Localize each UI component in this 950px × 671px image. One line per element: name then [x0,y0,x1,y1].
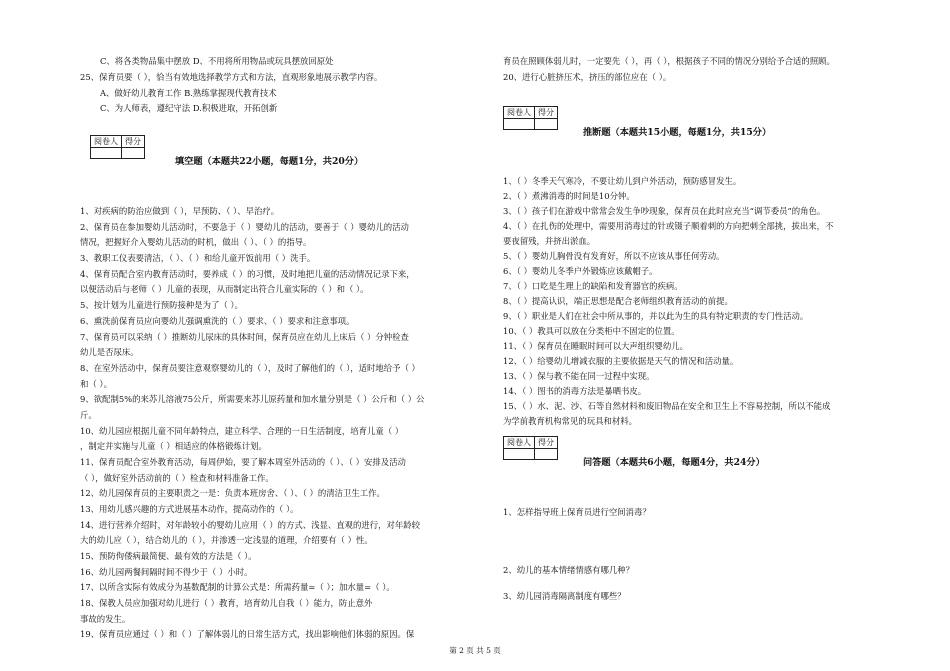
question-line: 7、保育员可以采纳（ ）推断幼儿尿床的具体时间，保育员应在幼儿上床后（ ）分钟检查 [80,332,409,342]
question-line: 大的幼儿应（ ），结合幼儿的（ ），并渗透一定浅显的道理，介绍要有（ ）性。 [80,535,373,545]
page-number: 第 2 页 共 5 页 [449,646,501,655]
judge-line: 5、（ ）婴幼儿胸骨没有发育好，所以不应该从事任何劳动。 [503,251,725,261]
judge-line: 3、（ ）孩子们在游戏中常常会发生争吵现象，保育员在此时应充当“调节委员”的角色。 [503,206,826,216]
question-line: 4、保育员配合室内教育活动时，要养成（ ）的习惯，及时地把儿童的活动情况记录下来， [80,269,415,279]
question-line: 幼儿是否尿床。 [80,347,139,357]
question-line: 12、幼儿园保育员的主要职责之一是：负责本班房舍、（ ）、（ ）的清洁卫生工作。 [80,488,385,498]
judge-line: 4、（ ）在扎伤的处理中，需要用消毒过的针或镊子顺着刺的方向把刺全部挑，拔出来，不 [503,221,834,231]
judge-line: 9、（ ）职业是人们在社会中所从事的，并以此为生的具有特定职责的专门性活动。 [503,311,809,321]
reviewer-cell[interactable] [504,119,535,130]
score-label: 得分 [535,107,558,119]
question-line: 5、按计划为儿童进行预防接种是为了（ ）。 [80,300,243,310]
question-line: 2、保育员在参加婴幼儿活动时，不要急于（ ）婴幼儿的活动，要善于（ ）婴幼儿的活动 [80,222,409,232]
option-line: A、做好幼儿教育工作 B.熟练掌握现代教育技术 [100,88,277,98]
question-line: 25、保育员要（ ），恰当有效地选择教学方式和方法，直观形象地展示教学内容。 [80,72,383,82]
score-cell[interactable] [535,449,558,460]
judge-line: 2、（ ）煮沸消毒的时间是10分钟。 [503,191,635,201]
option-line: C、为人师表，遵纪守法 D.积极进取，开拓创新 [100,103,278,113]
section-title-judge: 推断题（本题共15小题，每题1分，共15分） [583,127,772,138]
question-line: 15、预防佝偻病最简便、最有效的方法是（ ）。 [80,551,257,561]
judge-line: 1、（ ）冬季天气寒冷，不要让幼儿到户外活动，预防感冒发生。 [503,176,742,186]
section-title-qa: 问答题（本题共6小题，每题4分，共24分） [583,457,765,468]
qa-question: 1、怎样指导班上保育员进行空间消毒？ [503,507,651,517]
question-line: 11、保育员配合室外教育活动，每周伊始，要了解本周室外活动的（ ）、（ ）安排及活动 [80,457,406,467]
question-line: 20、进行心脏挤压术，挤压的部位应在（ ）。 [503,72,672,82]
question-line: 1、对疾病的防治应做到（ ），早预防、（ ）、早治疗。 [80,206,280,216]
score-cell[interactable] [535,119,558,130]
question-line: 13、用幼儿感兴趣的方式进展基本动作，提高动作的（ ）。 [80,504,299,514]
judge-line: 10、（ ）教具可以放在分类柜中不固定的位置。 [503,326,680,336]
question-line: 8、在室外活动中，保育员要注意观察婴幼儿的（ ），及时了解他们的（ ），适时地给予（ ） [80,363,420,373]
question-line: 事故的发生。 [80,614,131,624]
question-line: 育员在照顾体弱儿时，一定要先（ ），再（ ），根据孩子不同的情况分别给予合适的照顾。 [503,56,835,66]
reviewer-label: 阅卷人 [504,107,535,119]
section-title-fill: 填空题（本题共22小题，每题1分，共20分） [175,156,364,167]
question-line: 情况，把握好介入婴幼儿活动的时机，做出（ ）、（ ）的指导。 [80,237,312,247]
question-line: 18、保教人员应加强对幼儿进行（ ）教育，培育幼儿自我（ ）能力，防止意外 [80,598,373,608]
question-line: 斤。 [80,410,97,420]
judge-line: 14、（ ）图书的消毒方法是暴晒书皮。 [503,386,647,396]
question-line: 10、幼儿园应根据儿童不同年龄特点，建立科学、合理的一日生活制度，培育儿童（ ） [80,426,404,436]
reviewer-cell[interactable] [91,148,122,159]
question-line: ，制定并实施与儿童（ ）相适应的体格锻炼计划。 [80,441,267,451]
question-line: 以便活动后与老师（ ）儿童的表现，从而制定出符合儿童实际的（ ）和（ ）。 [80,284,369,294]
question-line: 17、以所含实际有效成分为基数配制的计算公式是：所需药量=（ ）；加水量=（ ）。 [80,582,395,592]
reviewer-label: 阅卷人 [91,136,122,148]
score-label: 得分 [535,437,558,449]
reviewer-cell[interactable] [504,449,535,460]
question-line: 和（ ）。 [80,379,112,389]
option-line: C、将各类物品集中摆放 D、不用将所用物品或玩具摆放回原处 [100,56,334,66]
qa-question: 2、幼儿的基本情绪情感有哪几种？ [503,565,634,575]
judge-line: 为学前教育机构常见的玩具和材料。 [503,416,637,426]
question-line: 6、熏洗前保育员应向婴幼儿强调熏洗的（ ）要求、（ ）要求和注意事项。 [80,316,355,326]
question-line: （ ），做好室外活动前的（ ）检查和材料准备工作。 [80,473,274,483]
question-line: 9、欲配制5%的来苏儿溶液75公斤，所需要来苏儿原药量和加水量分别是（ ）公斤和（ ）公 [80,394,425,404]
score-table [90,135,145,159]
score-label: 得分 [122,136,145,148]
judge-line: 15、（ ）水、泥、沙、石等自然材料和废旧物品在安全和卫生上不容易控制，所以不能成 [503,401,831,411]
judge-line: 11、（ ）保育员在睡眠时间可以大声组织婴幼儿。 [503,341,688,351]
judge-line: 8、（ ）提高认识，端正思想是配合老师组织教育活动的前提。 [503,296,733,306]
question-line: 16、幼儿园两餐间隔时间不得少于（ ）小时。 [80,567,253,577]
score-table [503,436,558,460]
judge-line: 要夜留残，并挤出淤血。 [503,236,596,246]
score-cell[interactable] [122,148,145,159]
judge-line: 13、（ ）保与教不能在同一过程中实现。 [503,371,655,381]
qa-question: 3、幼儿园消毒隔离制度有哪些？ [503,591,626,601]
question-line: 19、保育员应通过（ ）和（ ）了解体弱儿的日常生活方式，找出影响他们体弱的原因。保 [80,629,415,639]
question-line: 14、进行营养介绍时，对年龄较小的婴幼儿应用（ ）的方式、浅显、直观的进行，对年龄较 [80,520,420,530]
reviewer-label: 阅卷人 [504,437,535,449]
judge-line: 7、（ ）口吃是生理上的缺陷和发育器官的疾病。 [503,281,683,291]
question-line: 3、教职工仪表要清洁，（ ）、（ ）和给儿童开饭前用（ ）洗手。 [80,253,316,263]
judge-line: 6、（ ）婴幼儿冬季户外锻炼应该戴帽子。 [503,266,658,276]
judge-line: 12、（ ）给婴幼儿增减衣服的主要依据是天气的情况和活动量。 [503,356,739,366]
score-table [503,106,558,130]
